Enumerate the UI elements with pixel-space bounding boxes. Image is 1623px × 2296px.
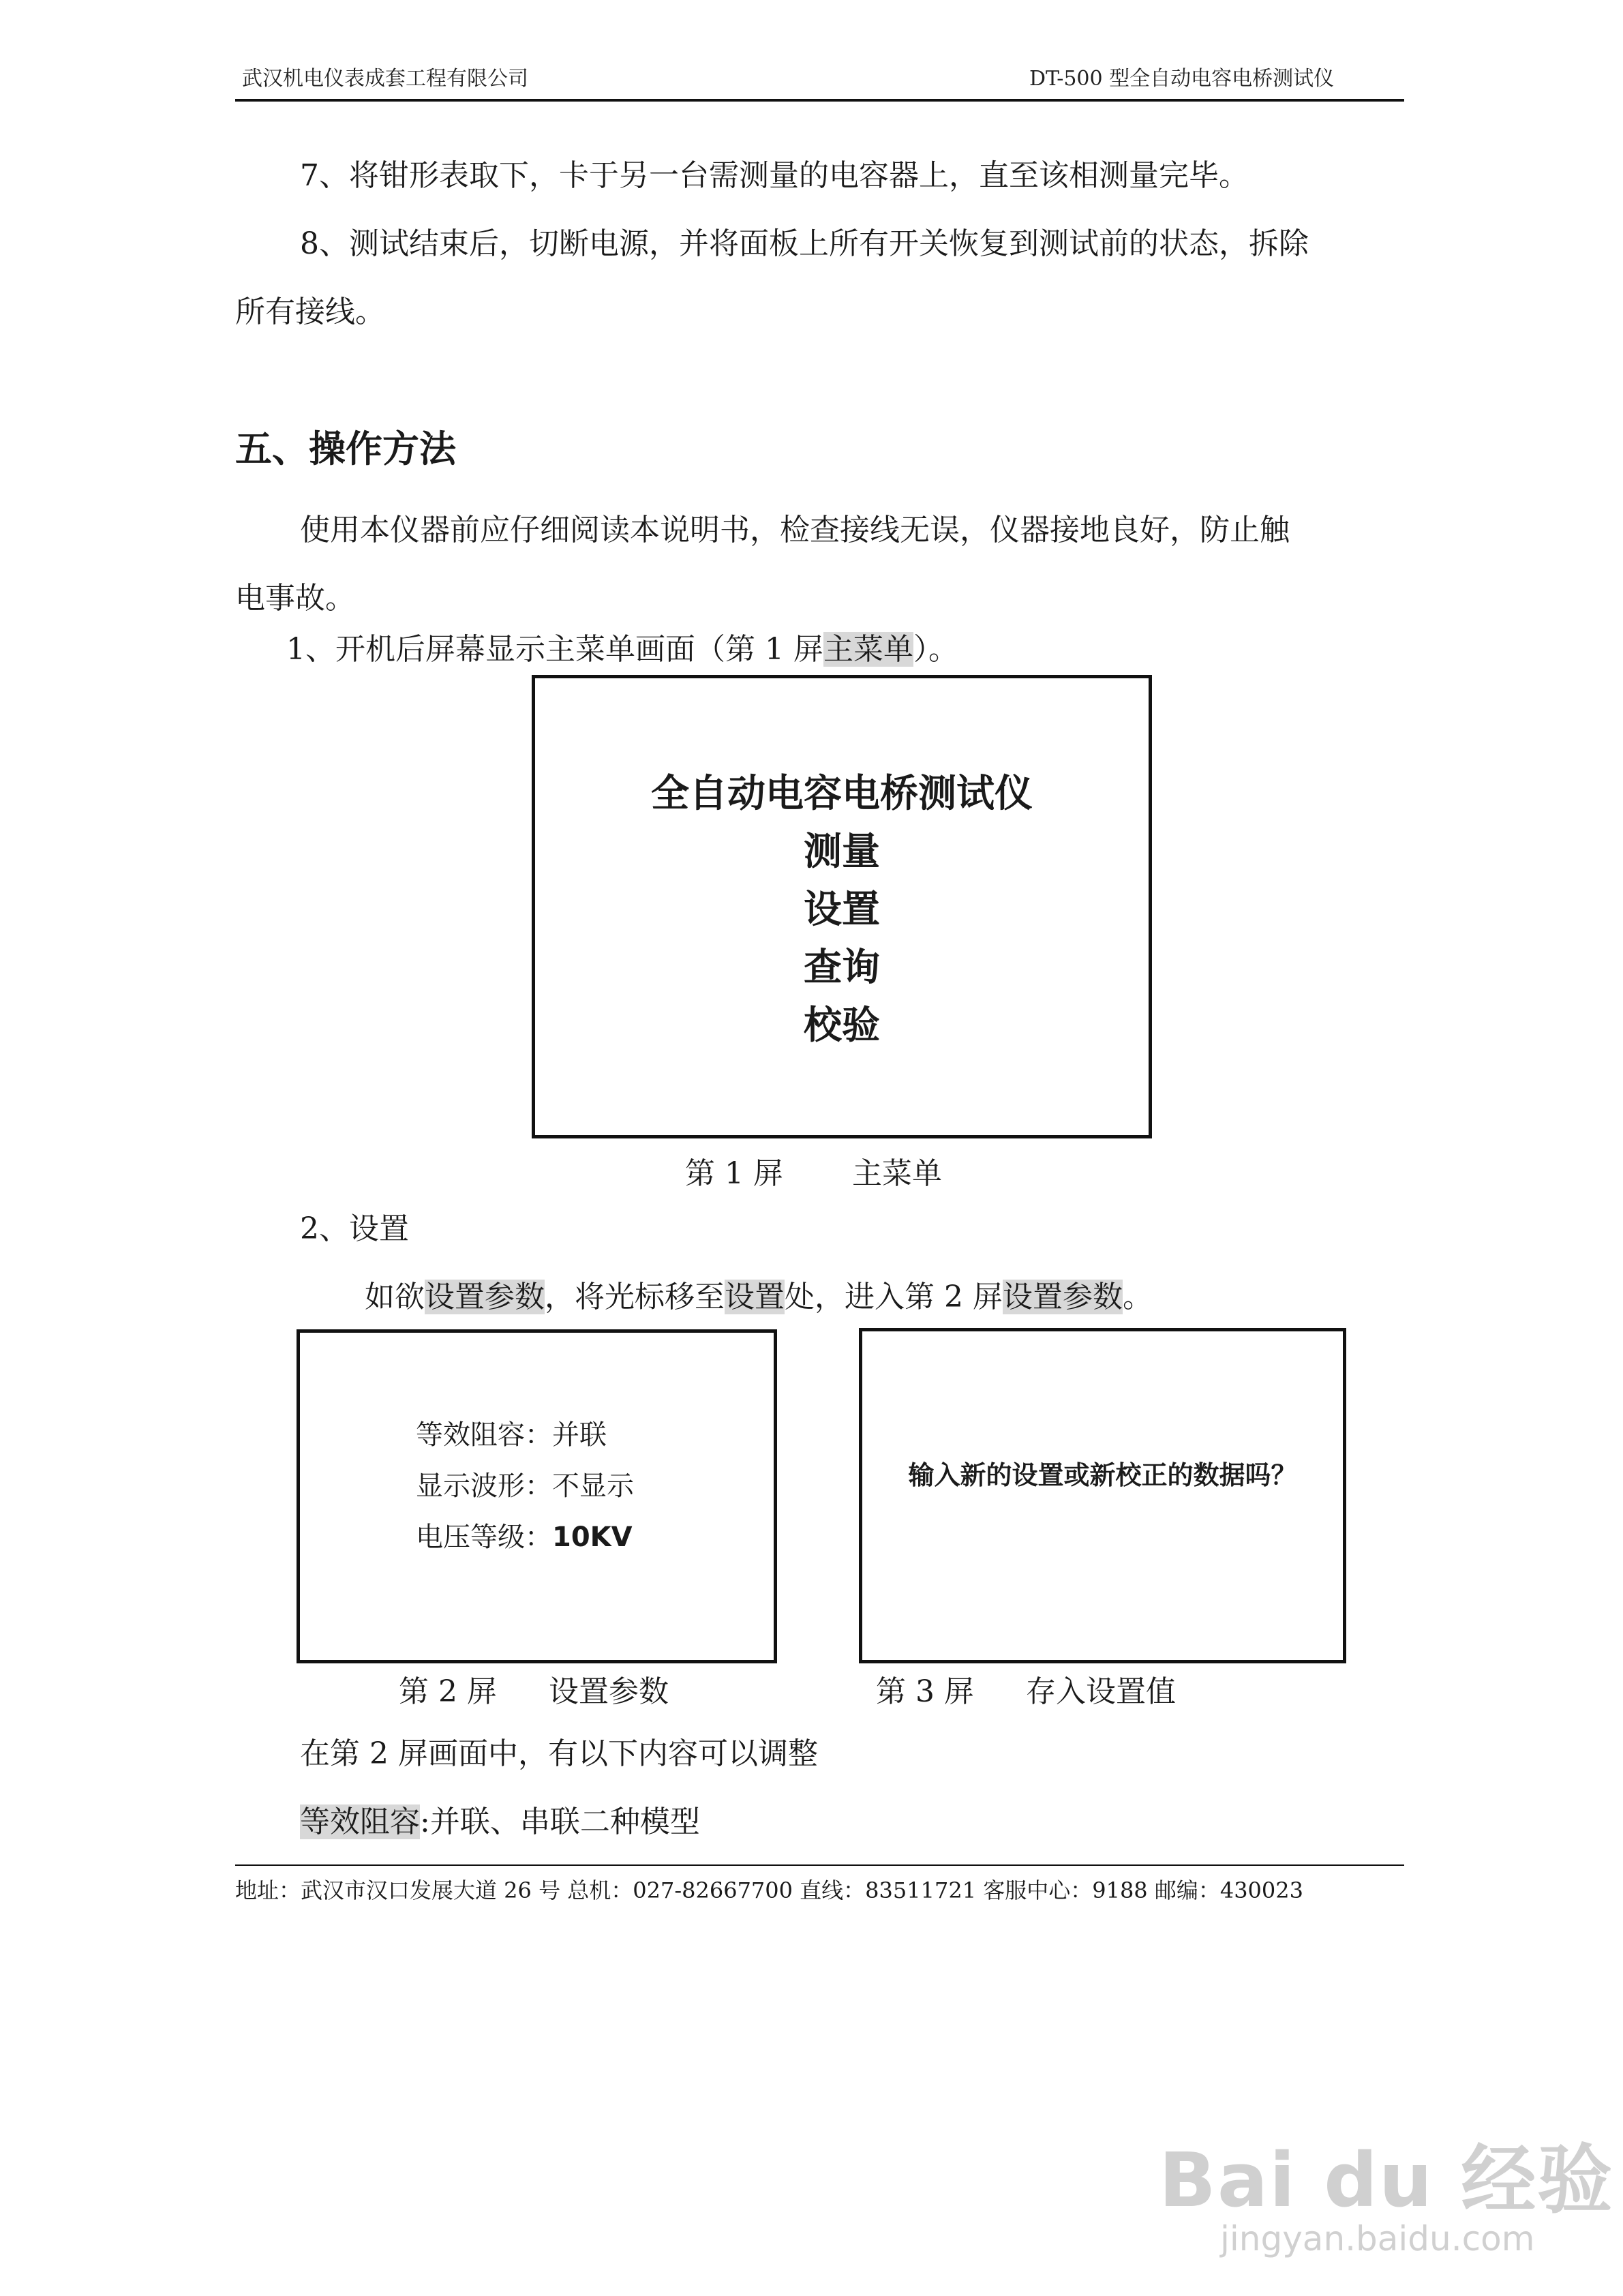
section-title: 五、操作方法 [235,427,456,470]
setting-show-waveform[interactable]: 显示波形：不显示 [416,1470,634,1502]
intro-line-2: 电事故。 [235,581,355,616]
footer-rule [235,1864,1404,1866]
watermark-logo: Bai du 经验 [1159,2136,1614,2224]
caption-screen-1-number: 第 1 屏 [685,1156,783,1191]
screen-main-menu-title: 全自动电容电桥测试仪 [651,772,1033,816]
setting-voltage-level[interactable] [416,1515,633,1554]
adjust-item-label: 等效阻容 [300,1804,420,1839]
screen-save-settings [859,1328,1346,1663]
step-8-line-1: 8、测试结束后，切断电源，并将面板上所有开关恢复到测试前的状态，拆除 [300,226,1309,261]
menu-item-measure[interactable]: 测量 [804,830,880,874]
step-1-highlight: 主菜单 [823,632,913,667]
adjust-item-desc: :并联、串联二种模型 [420,1804,700,1839]
step-2-h3: 设置参数 [1002,1280,1123,1314]
caption-screen-2-name: 设置参数 [549,1674,669,1709]
step-2-text [365,1278,1153,1316]
setting-voltage-label: 电压等级： [416,1522,552,1553]
caption-screen-2-number: 第 2 屏 [399,1674,497,1709]
step-1-suffix: ）。 [913,632,958,667]
header-rule [235,99,1404,102]
step-1-prefix: 1、开机后屏幕显示主菜单画面（第 1 屏 [286,632,823,667]
step-2-p1: 如欲 [365,1280,425,1314]
watermark-url: jingyan.baidu.com [1220,2219,1535,2259]
adjust-item [300,1803,700,1841]
step-2-h2: 设置 [725,1280,785,1314]
adjust-line: 在第 2 屏画面中，有以下内容可以调整 [300,1736,818,1771]
setting-equivalent-rc[interactable]: 等效阻容：并联 [416,1419,607,1451]
intro-line-1: 使用本仪器前应仔细阅读本说明书，检查接线无误，仪器接地良好，防止触 [300,513,1290,547]
footer-address: 地址：武汉市汉口发展大道 26 号 总机：027-82667700 直线：83511721 客服中心：9188 邮编：430023 [235,1877,1303,1903]
caption-screen-3-number: 第 3 屏 [876,1674,974,1709]
header-company: 武汉机电仪表成套工程有限公司 [242,67,528,91]
step-8-line-2: 所有接线。 [235,294,385,329]
step-2-p3: 处，进入第 2 屏 [785,1280,1003,1314]
menu-item-calibrate[interactable]: 校验 [804,1003,880,1048]
caption-screen-3-name: 存入设置值 [1026,1674,1176,1709]
menu-item-settings[interactable]: 设置 [804,888,880,932]
setting-voltage-value: 10KV [552,1522,633,1553]
step-1 [286,631,958,669]
header-product: DT-500 型全自动电容电桥测试仪 [1029,67,1335,91]
screen-main-menu [532,675,1152,1138]
step-7: 7、将钳形表取下，卡于另一台需测量的电容器上，直至该相测量完毕。 [300,158,1249,193]
menu-item-query[interactable]: 查询 [804,946,880,990]
step-2-heading: 2、设置 [300,1211,409,1246]
step-2-p4: 。 [1122,1280,1153,1314]
screen-settings [297,1329,777,1663]
step-2-h1: 设置参数 [425,1280,545,1314]
save-prompt: 输入新的设置或新校正的数据吗？ [908,1460,1297,1490]
step-2-p2: ，将光标移至 [545,1280,725,1314]
caption-screen-1-name: 主菜单 [852,1156,942,1191]
